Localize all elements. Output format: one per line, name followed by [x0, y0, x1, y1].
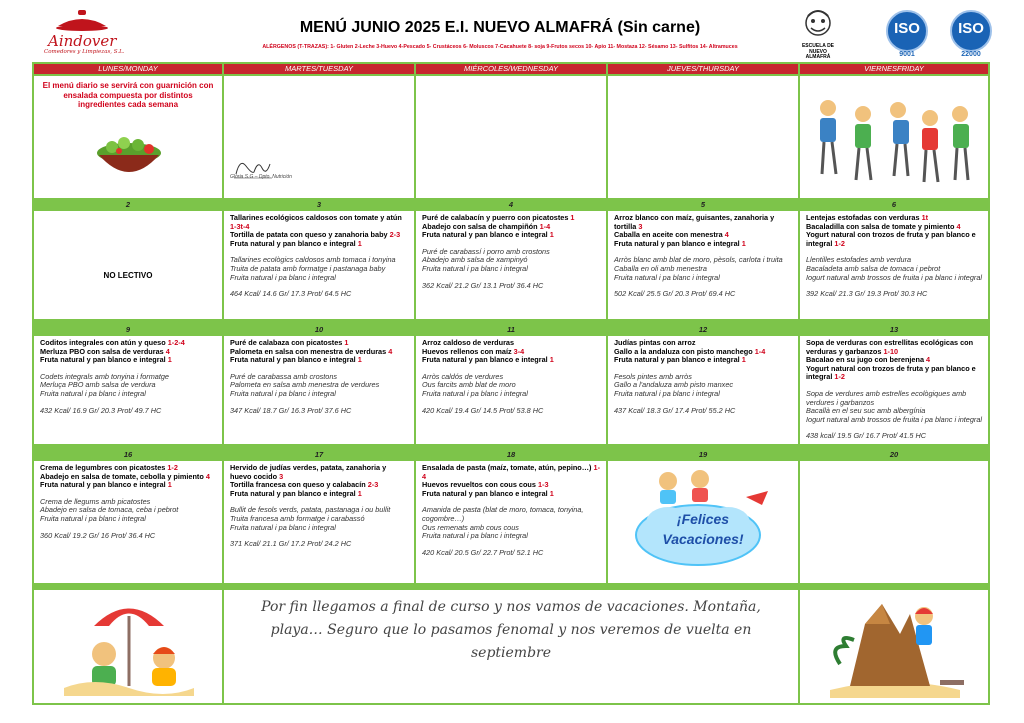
catalan-translation: Palometa en salsa amb menestra de verdures: [230, 380, 380, 390]
catalan-translation: Truita francesa amb formatge i carabassó: [230, 513, 365, 523]
allergen-codes: 1: [357, 238, 362, 248]
nutrition-info: 420 Kcal/ 20.5 Gr/ 22.7 Prot/ 52.1 HC: [422, 547, 544, 557]
header: [0, 0, 1024, 62]
allergen-codes: 4: [926, 355, 931, 365]
allergen-codes: 1: [549, 355, 554, 365]
catalan-translation: Fesols pintes amb arròs: [614, 371, 692, 381]
catalan-translation: Caballa en oli amb menestra: [614, 263, 707, 273]
dish-name: Crema de legumbres con picatostes: [40, 463, 168, 472]
catalan-translation: Abadejo amb salsa de xampinyó: [422, 255, 528, 265]
dish-name: Hervido de judías verdes, patata, zanahoria y huevo cocido: [230, 463, 387, 481]
nutrition-info: 360 Kcal/ 19.2 Gr/ 16 Prot/ 36.4 HC: [40, 530, 156, 540]
day-number: 10: [314, 325, 324, 334]
dish-line: [614, 356, 793, 365]
dish-name: Abadejo con salsa de champiñón: [422, 221, 540, 231]
hikers-illustration-cell: [800, 76, 988, 198]
weekday-header: LUNES/MONDAY: [34, 64, 222, 74]
catalan-translation: Iogurt natural amb trossos de fruita i pa blanc i integral: [806, 272, 983, 282]
allergen-codes: 4: [205, 471, 210, 481]
day-menu-cell: [800, 211, 988, 319]
dish-name: Arroz caldoso de verduras: [422, 338, 515, 347]
dish-name: Fruta natural y pan blanco e integral: [230, 238, 358, 248]
allergen-codes: 3: [638, 221, 643, 231]
dish-name: Huevos rellenos con maíz: [422, 346, 514, 356]
catalan-translation: Llentilles estofades amb verdura: [806, 255, 912, 265]
nutrition-info: 420 Kcal/ 19.4 Gr/ 14.5 Prot/ 53.8 HC: [422, 405, 544, 415]
dish-name: Fruta natural y pan blanco e integral: [614, 355, 742, 365]
dish-name: Puré de calabacín y puerro con picatostes: [422, 213, 571, 222]
day-number: 16: [123, 450, 133, 459]
island-climber-icon: [820, 594, 970, 698]
day-menu-cell: [800, 461, 988, 583]
day-number: 3: [316, 200, 322, 209]
school-logo: [800, 8, 836, 60]
catalan-translation: Ous remenats amb cous cous: [422, 522, 519, 532]
page-title: MENÚ JUNIO 2025 E.I. NUEVO ALMAFRÁ (Sin carne): [299, 19, 701, 36]
catalan-translation: Tallarines ecològics caldosos amb tomaca i tonyina: [230, 255, 396, 265]
allergen-codes: 1-3t-4: [230, 221, 250, 231]
allergen-codes: 1: [741, 238, 746, 248]
nutrition-info: 432 Kcal/ 16.9 Gr/ 20.3 Prot/ 49.7 HC: [40, 405, 162, 415]
dish-name: Bacalao en su jugo con berenjena: [806, 355, 927, 365]
catalan-translation: Amanida de pasta (blat de moro, tomaca, tonyina, cogombre…): [422, 505, 584, 523]
allergen-codes: 1: [549, 230, 554, 240]
catalan-translation: Bacallà en el seu suc amb albergínia: [806, 406, 926, 416]
catalan-translation: Abadejo en salsa de tomaca, ceba i pebrot: [40, 505, 179, 515]
nutrition-info: 502 Kcal/ 25.5 Gr/ 20.3 Prot/ 69.4 HC: [614, 289, 736, 299]
allergen-codes: 4: [956, 221, 961, 231]
allergen-codes: 1: [167, 355, 172, 365]
allergen-codes: 1: [741, 355, 746, 365]
dish-line: [40, 481, 217, 490]
allergen-codes: 1: [167, 480, 172, 490]
dish-line: [422, 464, 601, 481]
day-number: 9: [125, 325, 131, 334]
catalan-translation: Ous farcits amb blat de moro: [422, 380, 516, 390]
dish-name: Huevos revueltos con cous cous: [422, 480, 538, 490]
catalan-translation: Iogurt natural amb trossos de fruita i pa blanc i integral: [806, 414, 983, 424]
nutrition-info: 362 Kcal/ 21.2 Gr/ 13.1 Prot/ 36.4 HC: [422, 280, 544, 290]
day-number: 4: [508, 200, 514, 209]
salad-bowl-icon: [94, 131, 164, 181]
day-menu: [416, 336, 606, 415]
pot-icon: [52, 8, 112, 34]
dish-name: Fruta natural y pan blanco e integral: [40, 355, 168, 365]
day-number: 2: [125, 200, 131, 209]
catalan-translation: Arròs caldós de verdures: [422, 371, 504, 381]
dish-name: Bacaladilla con salsa de tomate y pimiento: [806, 221, 957, 231]
dish-name: Judías pintas con arroz: [614, 338, 696, 347]
no-school-label: NO LECTIVO: [103, 271, 153, 280]
dish-name: Tortilla de patata con queso y zanahoria baby: [230, 230, 390, 240]
dish-name: Abadejo en salsa de tomate, cebolla y pimiento: [40, 471, 206, 481]
allergen-codes: 1t: [921, 213, 929, 222]
day-menu: [800, 211, 988, 299]
dish-name: Fruta natural y pan blanco e integral: [230, 355, 358, 365]
dish-line: [614, 214, 793, 231]
catalan-translation: Arròs blanc amb blat de moro, pèsols, carlota i truita: [614, 255, 783, 265]
iso-9001-badge: ISO 9001: [884, 8, 930, 60]
day-number: 12: [698, 325, 708, 334]
dish-name: Yogurt natural con trozos de fruta y pan blanco e integral: [806, 230, 976, 248]
nutrition-info: 371 Kcal/ 21.1 Gr/ 17.2 Prot/ 24.2 HC: [230, 539, 352, 549]
catalan-translation: Merluça PBO amb salsa de verdura: [40, 380, 156, 390]
dish-line: [806, 365, 983, 382]
catalan-translation: Fruita natural i pa blanc i integral: [230, 388, 336, 398]
day-menu-cell: [34, 211, 222, 319]
dish-name: Fruta natural y pan blanco e integral: [40, 480, 168, 490]
day-menu-cell: [608, 461, 798, 583]
allergen-codes: 1-2: [834, 238, 845, 248]
day-number: 11: [507, 325, 515, 334]
dish-line: [230, 240, 409, 249]
allergen-codes: 1-3: [537, 480, 549, 490]
iso-22000-badge: ISO 22000: [948, 8, 994, 60]
salad-note: El menú diario se servirá con guarnición con ensalada compuesta por distintos ingredientes cada semana: [42, 81, 214, 109]
nutrition-info: 438 kcal/ 19.5 Gr/ 16.7 Prot/ 41.5 HC: [806, 431, 927, 441]
dish-name: Fruta natural y pan blanco e integral: [614, 238, 742, 248]
catalan-translation: Fruita natural i pa blanc i integral: [422, 388, 528, 398]
day-menu-cell: [416, 211, 606, 319]
allergen-codes: 1-2: [834, 372, 845, 382]
catalan-translation: Fruita natural i pa blanc i integral: [614, 272, 720, 282]
weekday-header: MIÉRCOLES/WEDNESDAY: [416, 64, 606, 74]
catalan-translation: Sopa de verdures amb estrelles ecològiques amb verdures i garbanzos: [806, 388, 967, 407]
dish-line: [422, 490, 601, 499]
catalan-translation: Codets integrals amb tonyina i formatge: [40, 371, 169, 381]
intro-cell: [34, 76, 222, 198]
allergen-codes: 1: [357, 355, 362, 365]
day-menu: [224, 461, 414, 549]
dish-name: Coditos integrales con atún y queso: [40, 338, 168, 347]
dish-name: Lentejas estofadas con verduras: [806, 213, 922, 222]
day-number: 18: [506, 450, 516, 459]
beach-illustration-cell: [34, 590, 222, 703]
catalan-translation: Bullit de fesols verds, patata, pastanaga i ou bullit: [230, 505, 391, 515]
nutritionist-signature: Glòria S.G – Dpto. Nutrición: [230, 156, 340, 186]
catalan-translation: Fruita natural i pa blanc i integral: [230, 522, 336, 532]
weekday-header: MARTES/TUESDAY: [224, 64, 414, 74]
allergen-codes: 4: [165, 346, 170, 356]
dish-line: [40, 356, 217, 365]
catalan-translation: Truita de patata amb formatge i pastanaga baby: [230, 263, 386, 273]
dish-name: Arroz blanco con maíz, guisantes, zanahoria y tortilla: [614, 213, 775, 231]
catalan-translation: Bacaladeta amb salsa de tomaca i pebrot: [806, 263, 941, 273]
school-logo-text: ESCUELA DE NUEVO ALMAFRÁ: [801, 43, 835, 60]
allergen-codes: 1: [570, 213, 575, 222]
day-menu-cell: [416, 461, 606, 583]
day-menu-cell: [608, 211, 798, 319]
dish-name: Merluza PBO con salsa de verduras: [40, 346, 166, 356]
day-menu-cell: [224, 211, 414, 319]
day-menu: [34, 336, 222, 415]
catalan-translation: Fruita natural i pa blanc i integral: [614, 388, 720, 398]
weekday-header: JUEVES/THURSDAY: [608, 64, 798, 74]
dish-line: [230, 214, 409, 231]
dish-line: [230, 490, 409, 499]
hiking-kids-icon: [808, 88, 978, 188]
allergen-codes: 2-3: [389, 230, 401, 240]
company-logo: [38, 8, 138, 58]
allergen-codes: 3: [279, 471, 284, 481]
day-menu-cell: [224, 461, 414, 583]
school-mascot-icon: [800, 8, 836, 44]
empty-cell: [416, 76, 606, 198]
catalan-translation: Crema de llegums amb picatostes: [40, 496, 151, 506]
day-menu: [34, 461, 222, 540]
allergen-codes: 1: [344, 338, 349, 347]
allergen-codes: 1-2-4: [167, 338, 185, 347]
day-menu: [416, 211, 606, 290]
allergen-codes: 1: [549, 488, 554, 498]
nutrition-info: 347 Kcal/ 18.7 Gr/ 16.3 Prot/ 37.6 HC: [230, 405, 352, 415]
day-number: 17: [314, 450, 324, 459]
dish-line: [614, 240, 793, 249]
day-menu-cell: [416, 336, 606, 444]
catalan-translation: Fruita natural i pa blanc i integral: [40, 513, 146, 523]
catalan-translation: Fruita natural i pa blanc i integral: [422, 531, 528, 541]
day-number: 5: [700, 200, 706, 209]
allergen-codes: 4: [388, 346, 393, 356]
day-menu-cell: [800, 336, 988, 444]
dish-name: Fruta natural y pan blanco e integral: [422, 488, 550, 498]
vacation-text: Vacaciones!: [662, 531, 744, 547]
dish-name: Yogurt natural con trozos de fruta y pan blanco e integral: [806, 363, 976, 382]
day-menu-cell: [34, 461, 222, 583]
allergen-legend: ALÉRGENOS (T-TRAZAS): 1- Gluten 2-Leche 3-Huevo 4-Pescado 5- Crustáceos 6- Moluscos 7-Cacahuete 8- soja 9-Frutos secos 10- Apio 11- Mostaza 12- Sésamo 13- Sulfitos 14- Altramuces: [262, 44, 738, 50]
dish-line: [422, 356, 601, 365]
day-menu: [800, 336, 988, 441]
company-subtitle: Comedores y Limpiezas, S.L.: [44, 49, 125, 55]
day-menu: [416, 461, 606, 557]
dish-line: [806, 339, 983, 356]
day-number: 6: [891, 200, 897, 209]
dish-line: [230, 464, 409, 481]
catalan-translation: Fruita natural i pa blanc i integral: [230, 272, 336, 282]
company-name: Aindover: [48, 32, 117, 50]
day-menu-cell: [224, 336, 414, 444]
weekday-header: VIERNESFRIDAY: [800, 64, 988, 74]
beach-kids-icon: [54, 596, 204, 696]
nutrition-info: 464 Kcal/ 14.6 Gr/ 17.3 Prot/ 64.5 HC: [230, 289, 352, 299]
day-number: 19: [698, 450, 708, 459]
catalan-translation: Fruita natural i pa blanc i integral: [40, 388, 146, 398]
dish-name: Fruta natural y pan blanco e integral: [422, 355, 550, 365]
dish-line: [230, 356, 409, 365]
nutrition-info: 392 Kcal/ 21.3 Gr/ 19.3 Prot/ 30.3 HC: [806, 289, 928, 299]
allergen-codes: 1: [357, 488, 362, 498]
allergen-codes: 3-4: [513, 346, 525, 356]
allergen-codes: 2-3: [367, 480, 379, 490]
dish-name: Gallo a la andaluza con pisto manchego: [614, 346, 755, 356]
empty-cell: [608, 76, 798, 198]
day-menu: [224, 211, 414, 299]
day-number: 20: [889, 450, 899, 459]
allergen-codes: 1-10: [883, 346, 899, 356]
day-menu: [224, 336, 414, 415]
dish-name: Puré de calabaza con picatostes: [230, 338, 345, 347]
dish-name: Ensalada de pasta (maíz, tomate, atún, pepino…): [422, 463, 594, 472]
nutrition-info: 437 Kcal/ 18.3 Gr/ 17.4 Prot/ 55.2 HC: [614, 405, 736, 415]
catalan-translation: Puré de carabassa amb crostons: [230, 371, 338, 381]
dish-name: Fruta natural y pan blanco e integral: [422, 230, 550, 240]
allergen-codes: 1-4: [422, 463, 601, 481]
dish-name: Sopa de verduras con estrellitas ecológicas con verduras y garbanzos: [806, 338, 974, 356]
island-illustration-cell: [800, 590, 988, 703]
allergen-codes: 1-4: [754, 346, 766, 356]
dish-name: Caballa en aceite con menestra: [614, 230, 725, 240]
day-menu: [608, 211, 798, 299]
empty-cell: [224, 76, 414, 198]
vacation-text: ¡Felices: [676, 511, 730, 527]
dish-name: Fruta natural y pan blanco e integral: [230, 488, 358, 498]
allergen-codes: 4: [724, 230, 729, 240]
dish-name: Tortilla francesa con queso y calabacín: [230, 480, 368, 490]
catalan-translation: Fruita natural i pa blanc i integral: [422, 263, 528, 273]
allergen-codes: 1-4: [539, 221, 551, 231]
dish-line: [806, 231, 983, 248]
dish-line: [422, 231, 601, 240]
catalan-translation: Puré de carabassí i porro amb crostons: [422, 246, 550, 256]
farewell-message-cell: [224, 590, 798, 703]
day-number: 13: [889, 325, 899, 334]
dish-name: Tallarines ecológicos caldosos con tomate y atún: [230, 213, 402, 222]
farewell-message: Por fin llegamos a final de curso y nos vamos de vacaciones. Montaña, playa… Seguro que lo pasamos fenomal y nos veremos de vuelta en septiembre: [261, 599, 761, 661]
menu-calendar: [32, 62, 990, 705]
allergen-codes: 1-2: [167, 463, 178, 472]
dish-name: Palometa en salsa con menestra de verduras: [230, 346, 389, 356]
catalan-translation: Gallo a l'andaluza amb pisto manxec: [614, 380, 734, 390]
day-menu-cell: [608, 336, 798, 444]
day-menu-cell: [34, 336, 222, 444]
day-menu: [608, 336, 798, 415]
